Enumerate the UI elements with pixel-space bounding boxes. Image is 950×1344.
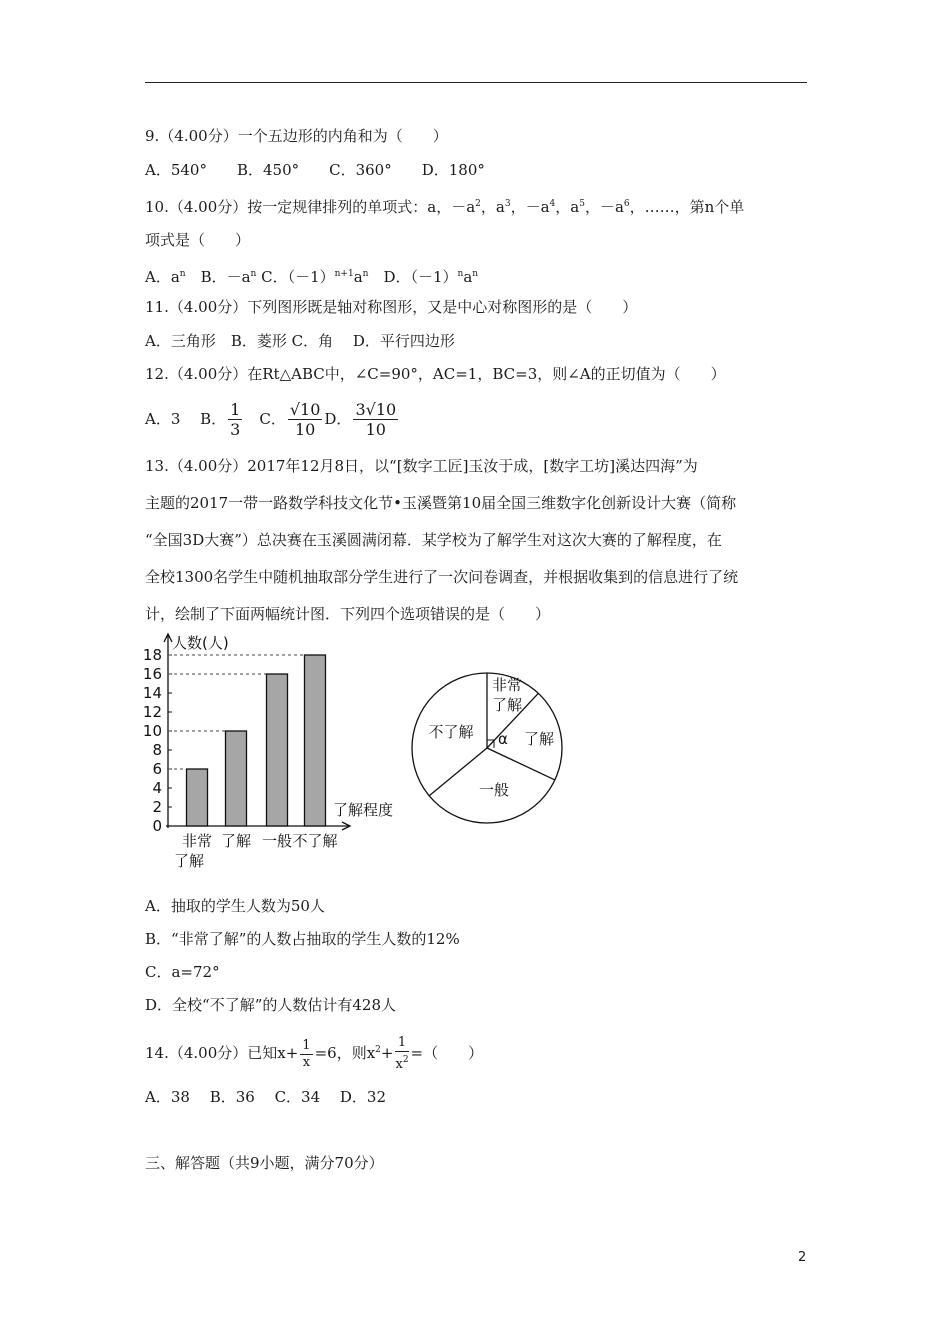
category-label: 了解 <box>173 852 205 870</box>
q11-options: A．三角形 B．菱形 C．角 D．平行四边形 <box>145 332 455 350</box>
q12-fraction-c: $\frac{√10}{10}$ <box>289 399 321 439</box>
y-tick-label: 12 <box>142 703 162 721</box>
bar <box>226 731 247 826</box>
category-label: 一般 <box>261 832 293 850</box>
q14-stem: 14.（4.00分）已知x+ $\frac{1}{x}$ =6，则$x^2+$ $\frac{1}{x^2}$ =（ ） <box>145 1035 484 1072</box>
bar <box>187 769 208 826</box>
section-heading: 三、解答题（共9小题，满分70分） <box>145 1154 384 1172</box>
q13-stem-line4: 全校1300名学生中随机抽取部分学生进行了一次问卷调查，并根据收集到的信息进行了统 <box>145 568 739 586</box>
y-tick-label: 8 <box>152 741 162 759</box>
pie-slice-label: 不了解 <box>428 723 474 741</box>
q12-stem: 12.（4.00分）在Rt△ABC中，∠C=90°，AC=1，BC=3，则∠A的正切值为（ ） <box>145 365 726 383</box>
y-tick-label: 14 <box>142 684 162 702</box>
q13-option-b: B．“非常了解”的人数占抽取的学生人数的12% <box>145 930 460 948</box>
bar <box>305 655 326 826</box>
angle-label: α <box>498 730 508 748</box>
pie-chart <box>405 665 575 835</box>
category-label: 非常 <box>181 832 213 850</box>
q13-stem-line1: 13.（4.00分）2017年12月8日，以“[数字工匠]玉汝于成，[数字工坊]溪达四海”为 <box>145 457 698 475</box>
header-rule <box>145 82 807 83</box>
category-label: 了解 <box>220 832 252 850</box>
q10-options: A．$a^n$ B．$-a^n$ C．$(-1)^{n+1}a^n$ D．$(-1)^na^n$ <box>145 268 479 286</box>
bar-chart <box>140 630 410 875</box>
page-number: 2 <box>798 1250 807 1265</box>
q10-stem-cont: 项式是（ ） <box>145 231 251 249</box>
q13-option-d: D．全校“不了解”的人数估计有428人 <box>145 996 396 1014</box>
q12-fraction-b: $\frac{1}{3}$ <box>230 399 241 439</box>
q9-options: A．540° B．450° C．360° D．180° <box>145 161 485 179</box>
category-label: 不了解 <box>292 832 338 850</box>
y-tick-label: 10 <box>142 722 162 740</box>
y-tick-label: 0 <box>152 817 162 835</box>
y-tick-label: 16 <box>142 665 162 683</box>
y-tick-label: 6 <box>152 760 162 778</box>
q10-stem: 10.（4.00分）按一定规律排列的单项式：a，$-a^2$，$a^3$，$-a^4$，$a^5$，$-a^6$，……，第n个单 <box>145 198 745 216</box>
q12-options: A．3 B． $\frac{1}{3}$ C． $\frac{√10}{10}$ D． $\frac{3√10}{10}$ <box>145 399 397 439</box>
q13-stem-line3: “全国3D大赛”）总决赛在玉溪圆满闭幕．某学校为了解学生对这次大赛的了解程度，在 <box>145 531 722 549</box>
q14-fraction-1: $\frac{1}{x}$ <box>302 1037 311 1070</box>
y-tick-label: 18 <box>142 646 162 664</box>
q11-stem: 11.（4.00分）下列图形既是轴对称图形，又是中心对称图形的是（ ） <box>145 298 638 316</box>
pie-slice-label: 了解 <box>523 730 555 748</box>
q13-option-a: A．抽取的学生人数为50人 <box>145 897 325 915</box>
q12-fraction-d: $\frac{3√10}{10}$ <box>355 399 397 439</box>
bar <box>267 674 288 826</box>
q14-options: A．38 B．36 C．34 D．32 <box>145 1088 387 1106</box>
pie-slice-label: 了解 <box>491 696 523 714</box>
y-tick-label: 2 <box>152 798 162 816</box>
q13-option-c: C．a=72° <box>145 963 220 981</box>
q9-stem: 9.（4.00分）一个五边形的内角和为（ ） <box>145 127 448 145</box>
x-axis-label: 了解程度 <box>333 801 394 819</box>
q14-fraction-2: $\frac{1}{x^2}$ <box>395 1035 409 1072</box>
y-axis-label: 人数(人) <box>172 634 229 652</box>
pie-slice-label: 非常 <box>491 676 523 694</box>
y-tick-label: 4 <box>152 779 162 797</box>
q13-stem-line2: 主题的2017一带一路数学科技文化节•玉溪暨第10届全国三维数字化创新设计大赛（简称 <box>145 494 737 512</box>
pie-slice-label: 一般 <box>478 781 510 799</box>
q13-stem-line5: 计，绘制了下面两幅统计图．下列四个选项错误的是（ ） <box>145 605 551 623</box>
